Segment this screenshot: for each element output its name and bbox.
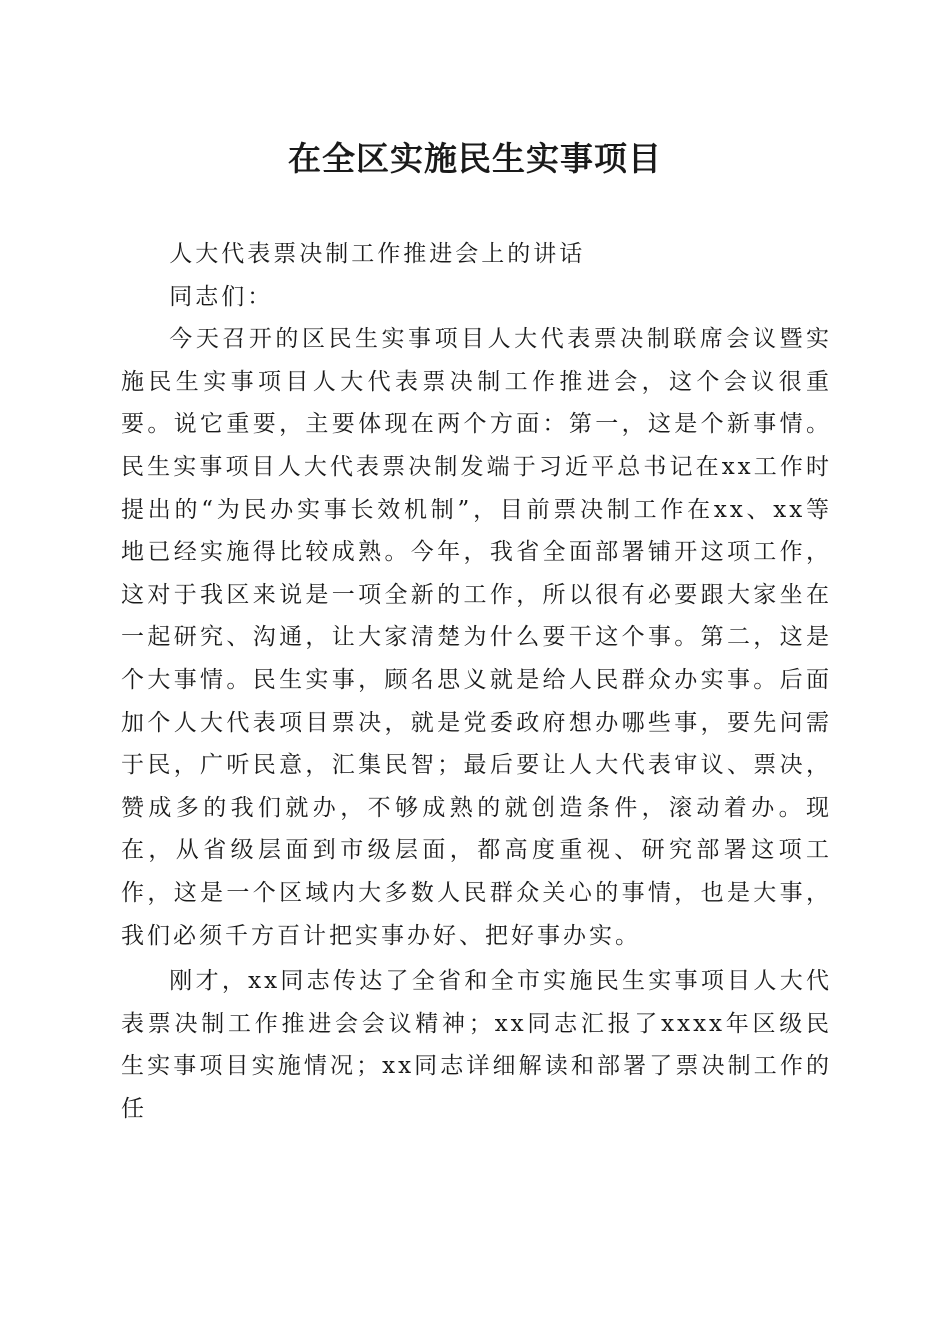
salutation-paragraph: 同志们： [169,283,274,310]
document-title: 在全区实施民生实事项目 [288,139,662,178]
body-paragraph: 今天召开的区民生实事项目人大代表票决制联席会议暨实施民生实事项目人大代表票决制工作推进会，这个会议很重要。说它重要，主要体现在两个方面：第一，这是个新事情。民生实事项目人大代表票决制发端于习近平总书记在xx工作时提出的“为民办实事长效机制”，目前票决制工作在xx、xx等地已经实施得比较成熟。今年，我省全面部署铺开这项工作，这对于我区来说是一项全新的工作，所以很有必要跟大家坐在一起研究、沟通，让大家清楚为什么要干这个事。第二，这是个大事情。民生实事，顾名思义就是给人民群众办实事。后面加个人大代表项目票决，就是党委政府想办哪些事，要先问需于民，广听民意，汇集民智；最后要让人大代表审议、票决，赞成多的我们就办，不够成熟的就创造条件，滚动着办。现在，从省级层面到市级层面，都高度重视、研究部署这项工作，这是一个区域内大多数人民群众关心的事情，也是大事，我们必须千方百计把实事办好、把好事办实。 [121,326,832,949]
body-paragraph: 刚才，xx同志传达了全省和全市实施民生实事项目人大代表票决制工作推进会会议精神；xx同志汇报了xxxx年区级民生实事项目实施情况；xx同志详细解读和部署了票决制工作的任 [121,968,832,1122]
subtitle-paragraph: 人大代表票决制工作推进会上的讲话 [169,241,586,267]
document-body [121,233,832,1130]
